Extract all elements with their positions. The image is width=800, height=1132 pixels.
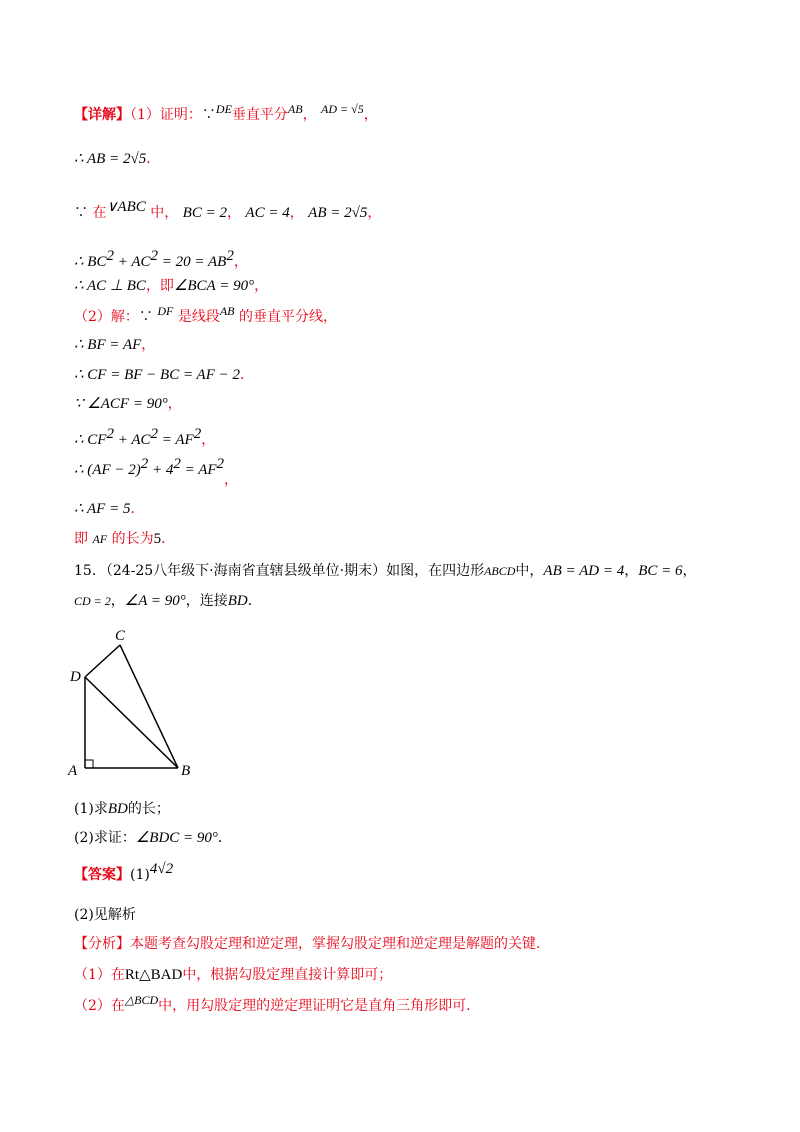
question-15-line-1 [74,562,697,580]
detail-line-8 [74,366,254,384]
answer-1-prefix: (1) [130,867,150,883]
comma: ， [682,563,697,579]
comma: ， [224,472,239,488]
exponent: 2 [226,248,234,264]
period: ． [240,367,254,383]
period: ． [217,830,232,846]
detail-line-10 [74,425,215,449]
math-AB: AB [219,304,235,318]
text-perp-bisect: 垂直平分 [231,107,288,123]
exponent: 2 [106,248,114,264]
answer-line-2 [74,906,136,924]
math-AC: AC = 4 [245,205,290,221]
analysis-line-1 [74,966,392,984]
analysis-text: 【分析】本题考查勾股定理和逆定理，掌握勾股定理和逆定理是解题的关键． [74,936,550,952]
text-in: 在 [92,205,107,221]
period: ． [130,501,145,517]
detail-line-13 [74,530,175,548]
math-answer-1: 4√2 [149,861,174,877]
detail-line-11 [74,455,239,488]
text-connect: ，连接 [185,593,228,609]
math-part: ∴ (AF − 2) [74,462,141,478]
segment-CB [120,645,178,768]
text-middle: 中， [515,563,544,579]
because-symbol: ∵ [138,309,153,325]
comma: ， [254,278,269,294]
comma: ， [624,563,639,579]
label-A: A [68,763,78,779]
exponent: 2 [106,426,114,442]
comma: ， [110,593,125,609]
because-symbol: ∵ [74,205,88,221]
text-namely: 即 [74,531,88,547]
label-C: C [115,628,126,644]
analysis-2-prefix: （2）在 [74,998,125,1014]
detail-line-5 [74,277,268,295]
detail-line-4 [74,247,248,271]
math-AD: AD = √5 [321,102,364,116]
label-D: D [70,669,81,685]
text-perp-bisector: 的垂直平分线， [238,309,337,325]
analysis-line-2 [74,993,481,1015]
comma: ， [302,107,317,123]
detail-line-2 [74,150,160,168]
proof-label: （1）证明： [130,107,202,123]
comma: ， [363,107,378,123]
math-AB: AB [287,102,303,116]
segment-DB [85,677,178,768]
solution-label: （2）解： [74,309,139,325]
math-part: + 4 [148,462,174,478]
math-angle-ACF: ∵ ∠ACF = 90° [74,396,168,412]
math-BD: BD [107,801,128,817]
detail-line-1 [74,102,378,124]
detail-line-7 [74,336,155,354]
math-part: + AC [113,432,151,448]
question-15-line-2 [74,592,262,610]
comma: ， [367,205,382,221]
math-part: = AF [158,432,194,448]
answer-line-1 [74,861,174,884]
text-length: 的长； [127,801,170,817]
comma: ， [233,254,248,270]
math-BC: BC = 2 [182,205,227,221]
detail-line-3 [74,199,382,222]
analysis-1-prefix: （1）在 [74,967,125,983]
math-triangle-BCD: △BCD [124,993,159,1007]
math-AB-value: ∴ AB = 2√5 [74,151,147,167]
period: ． [161,531,176,547]
math-part: = AF [180,462,217,478]
analysis-line [74,935,550,953]
math-AB-AD: AB = AD = 4 [543,563,625,579]
math-CD: CD = 2 [74,594,111,608]
period: ． [247,593,262,609]
math-CF: ∴ CF = BF − BC = AF − 2 [74,367,240,383]
quadrilateral-figure [60,625,210,785]
exponent: 2 [150,248,158,264]
comma: ， [141,337,156,353]
math-BC: BC = 6 [638,563,683,579]
math-AF: AF [92,532,108,546]
label-B: B [181,763,191,779]
math-angle-BDC: ∠BDC = 90° [135,830,218,846]
exponent: 2 [173,456,181,472]
math-angle-A: ∠A = 90° [124,593,186,609]
math-angle-BCA: ∠BCA = 90° [173,278,255,294]
sub-question-2 [74,829,232,847]
exponent: 2 [150,426,158,442]
text-middle: 中， [150,205,179,221]
math-AF-value: ∴ AF = 5 [74,501,131,517]
text-segment: 是线段 [177,309,220,325]
math-part: + AC [113,254,151,270]
exponent: 2 [193,426,202,442]
math-part: ∴ CF [74,432,107,448]
period: ． [146,151,161,167]
math-part: = 20 = AB [158,254,227,270]
question-15-intro: 15．（24-25八年级下·海南省直辖县级单位·期末）如图，在四边形 [74,563,485,579]
math-5: 5 [153,531,162,547]
answer-2: (2)见解析 [74,907,136,923]
exponent: 2 [216,456,225,472]
math-BF-AF: ∴ BF = AF [74,337,142,353]
right-angle-mark [85,760,93,768]
math-triangle-ABC: ∨ABC [106,199,146,215]
detail-tag: 【详解】 [74,107,130,123]
sub-question-1-prefix: (1)求 [74,801,108,817]
answer-tag: 【答案】 [74,867,130,883]
analysis-2-text: 中，用勾股定理的逆定理证明它是直角三角形即可． [158,998,481,1014]
sub-question-1 [74,800,170,818]
math-BD: BD [227,593,248,609]
detail-line-6 [74,304,337,326]
segment-DC [85,645,120,677]
math-AB2: AB = 2√5 [308,205,368,221]
because-symbol: ∵ [201,107,216,123]
math-part: ∴ BC [74,254,107,270]
math-DF: DF [157,304,174,318]
math-perp: ∴ AC ⊥ BC [74,278,146,294]
math-ABCD: ABCD [484,564,516,578]
comma: ， [201,432,216,448]
text-namely: ，即 [145,278,174,294]
comma: ， [226,205,241,221]
math-rt-BAD: Rt△BAD [124,967,183,983]
detail-line-9 [74,395,182,413]
comma: ， [289,205,304,221]
sub-question-2-prefix: (2)求证： [74,830,136,846]
analysis-1-text: 中，根据勾股定理直接计算即可； [182,967,393,983]
detail-line-12 [74,500,144,518]
text-length-is: 的长为 [111,531,154,547]
exponent: 2 [140,456,149,472]
math-DE: DE [215,102,232,116]
comma: ， [167,396,182,412]
